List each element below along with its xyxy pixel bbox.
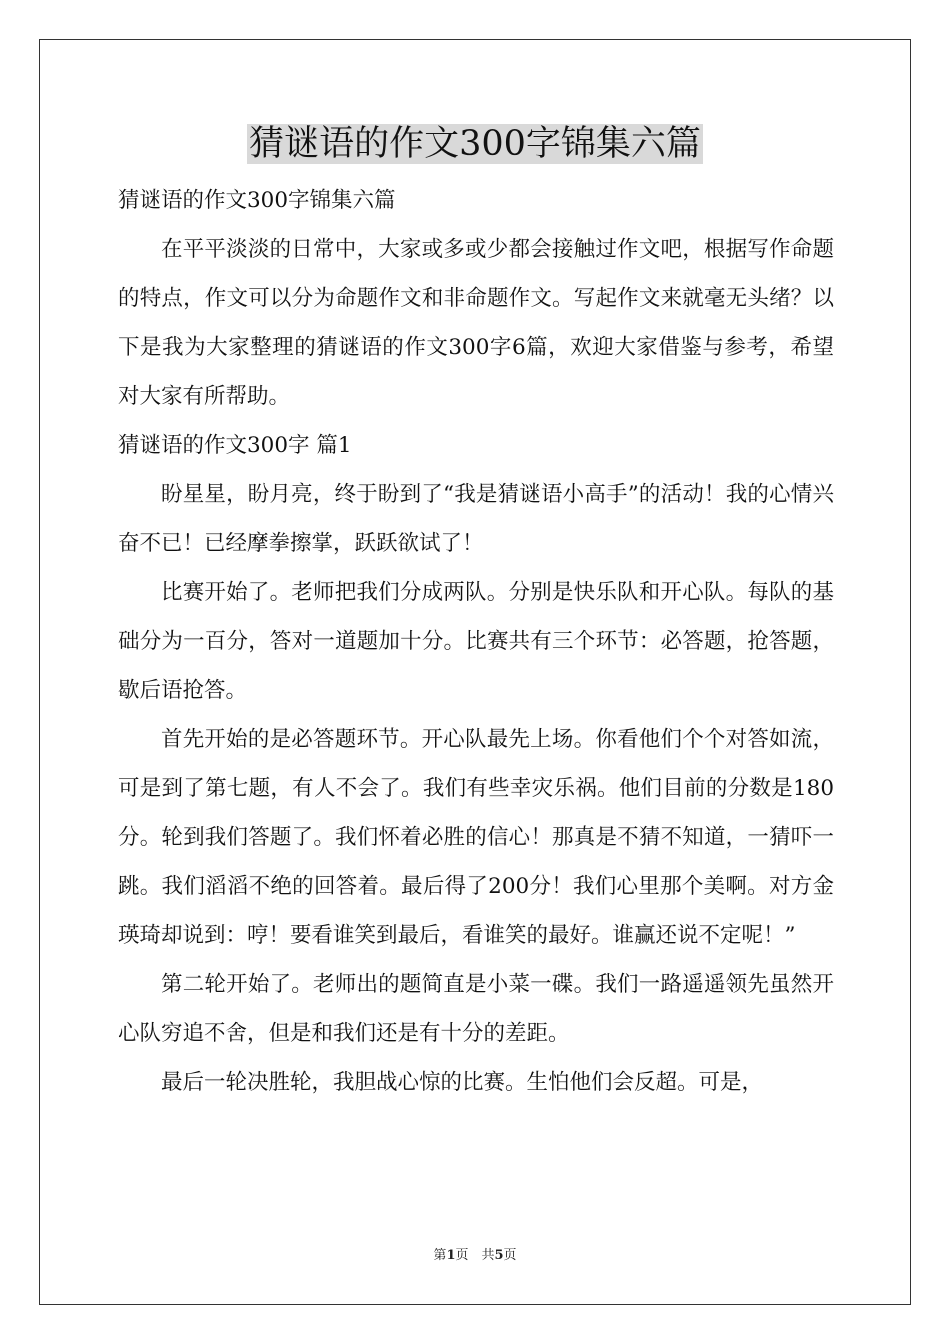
document-title-text: 猜谜语的作文300字锦集六篇 [249, 124, 701, 164]
page-footer [0, 1247, 950, 1265]
document-body [118, 176, 834, 1107]
page-mid: 页 共 [455, 1248, 495, 1263]
paragraph-intro: 在平平淡淡的日常中，大家或多或少都会接触过作文吧，根据写作命题的特点，作文可以分为命题作文和非命题作文。写起作文来就毫无头绪？以下是我为大家整理的猜谜语的作文300字6篇，欢迎大家借鉴与参考，希望对大家有所帮助。 [118, 237, 834, 409]
paragraph-3: 首先开始的是必答题环节。开心队最先上场。你看他们个个对答如流，可是到了第七题，有人不会了。我们有些幸灾乐祸。他们目前的分数是180分。轮到我们答题了。我们怀着必胜的信心！那真是不猜不知道，一猜吓一跳。我们滔滔不绝的回答着。最后得了200分！我们心里那个美啊。对方金瑛琦却说到：哼！要看谁笑到最后，看谁笑的最好。谁赢还说不定呢！” [118, 727, 834, 948]
page-current: 1 [446, 1248, 456, 1263]
paragraph-subtitle: 猜谜语的作文300字锦集六篇 [118, 188, 396, 213]
paragraph-1: 盼星星，盼月亮，终于盼到了“我是猜谜语小高手”的活动！我的心情兴奋不已！已经摩拳擦掌，跃跃欲试了！ [118, 482, 834, 556]
document-title [0, 122, 950, 166]
page-prefix: 第 [433, 1248, 447, 1263]
page-total: 5 [494, 1248, 504, 1263]
paragraph-2: 比赛开始了。老师把我们分成两队。分别是快乐队和开心队。每队的基础分为一百分，答对一道题加十分。比赛共有三个环节：必答题，抢答题，歇后语抢答。 [118, 580, 834, 703]
paragraph-5: 最后一轮决胜轮，我胆战心惊的比赛。生怕他们会反超。可是， [161, 1070, 764, 1095]
page-suffix: 页 [503, 1248, 517, 1263]
section-heading-1: 猜谜语的作文300字 篇1 [118, 433, 352, 458]
paragraph-4: 第二轮开始了。老师出的题简直是小菜一碟。我们一路遥遥领先虽然开心队穷追不舍，但是和我们还是有十分的差距。 [118, 972, 834, 1046]
